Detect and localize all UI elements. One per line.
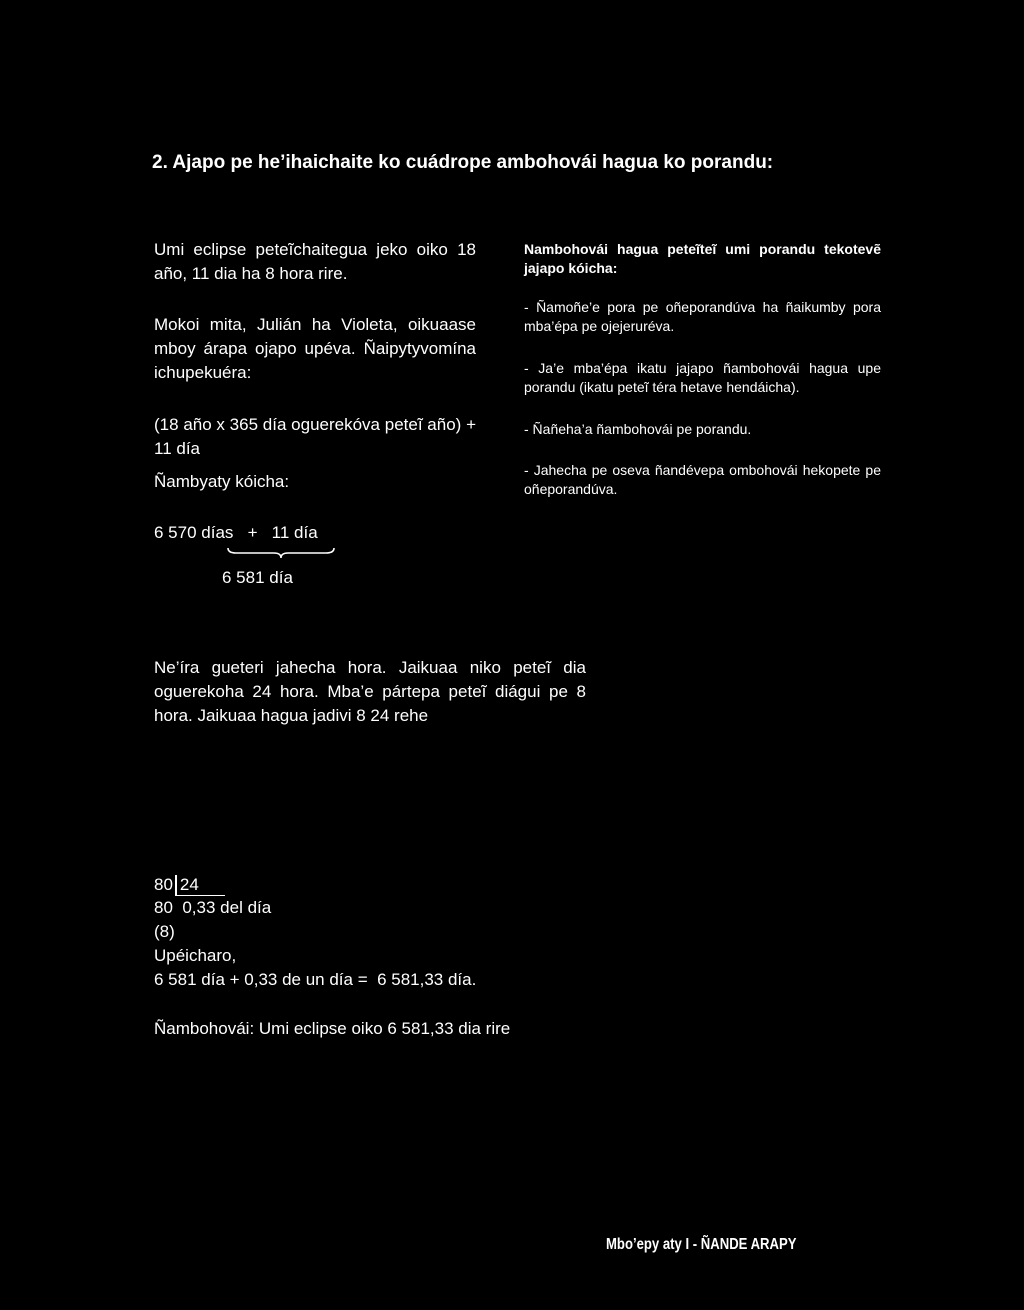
division-remainder: (8) [154,922,175,941]
division-row: 80 0,33 del día [154,898,272,917]
instruction-item: - Ñañeha’a ñambohovái pe porandu. [524,421,752,437]
sum-brace [226,545,336,559]
hours-explanation: Ne’íra gueteri jahecha hora. Jaikuaa niko peteĩ dia oguerekoha 24 hora. Mba’e pártepa peteĩ diágui pe 8 hora. Jaikuaa hagua jadivi 8 24 rehe [154,658,586,725]
problem-question: Mokoi mita, Julián ha Violeta, oikuaase mboy árapa ojapo upéva. Ñaipytyvomína ichupekuéra: [154,315,476,382]
problem-statement: Umi eclipse peteĩchaitegua jeko oiko 18 año, 11 dia ha 8 hora rire. [154,240,476,283]
divisor: 24 [175,875,225,896]
conclusion-intro: Upéicharo, [154,946,237,965]
calculation-expression: (18 año x 365 día oguerekóva peteĩ año) + 11 día [154,415,476,458]
dividend: 80 [154,875,173,894]
section-title: 2. Ajapo pe he’ihaichaite ko cuádrope ambohovái hagua ko porandu: [152,152,774,173]
instruction-item: - Ja’e mba’épa ikatu jajapo ñambohovái hagua upe porandu (ikatu peteĩ téra hetave hendáicha). [524,360,881,395]
sum-result: 6 581 día [222,568,293,587]
division-setup [154,873,225,897]
page-footer: Mbo’epy aty I - ÑANDE ARAPY [606,1236,797,1253]
sum-line: 6 570 días + 11 día [154,523,318,542]
sum-instruction: Ñambyaty kóicha: [154,472,290,491]
instructions-heading: Nambohovái hagua peteĩteĩ umi porandu tekotevẽ jajapo kóicha: [524,241,881,276]
instruction-item: - Ñamoñe’e pora pe oñeporandúva ha ñaikumby pora mba’épa pe ojejeruréva. [524,299,881,334]
instruction-item: - Jahecha pe oseva ñandévepa ombohovái hekopete pe oñeporandúva. [524,462,881,497]
final-answer: Ñambohovái: Umi eclipse oiko 6 581,33 dia rire [154,1019,511,1038]
total-equation: 6 581 día + 0,33 de un día = 6 581,33 día. [154,970,477,989]
